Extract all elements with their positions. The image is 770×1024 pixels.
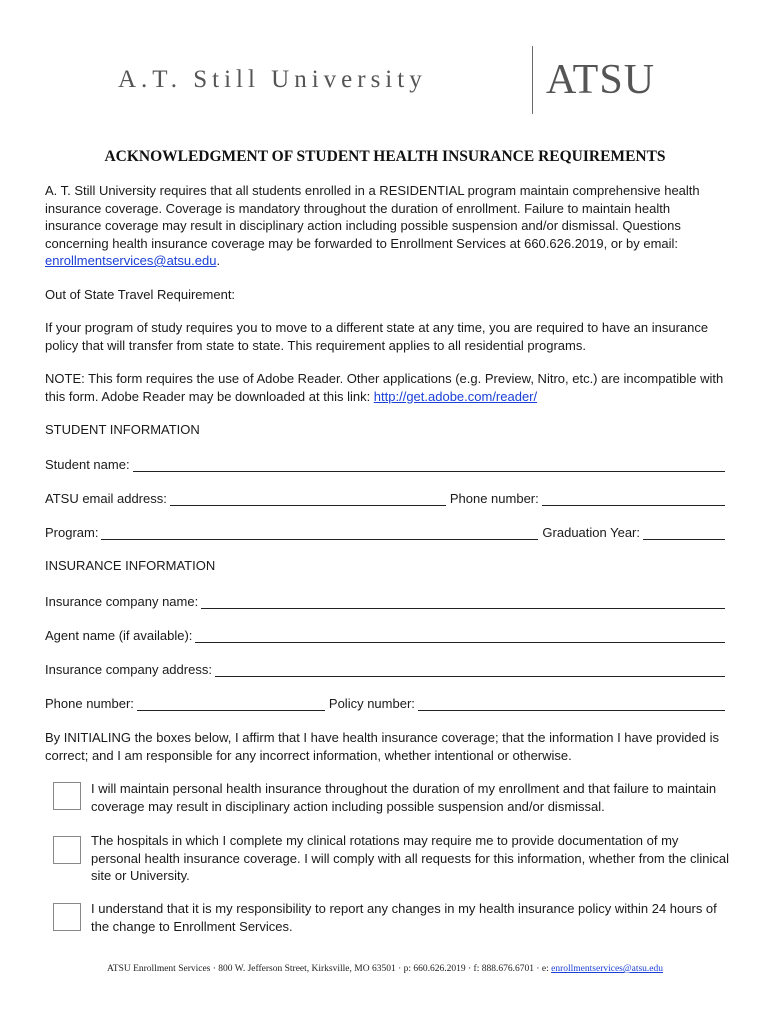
footer-email-link[interactable]: enrollmentservices@atsu.edu (551, 964, 664, 974)
form-title: ACKNOWLEDGMENT OF STUDENT HEALTH INSURANCE REQUIREMENTS (104, 148, 666, 165)
atsu-email-field[interactable] (170, 491, 446, 506)
insurance-address-label: Insurance company address: (45, 662, 212, 677)
adobe-reader-link[interactable]: http://get.adobe.com/reader/ (373, 388, 538, 404)
policy-number-field[interactable] (418, 696, 725, 711)
student-name-field[interactable] (133, 457, 725, 472)
student-phone-label: Phone number: (449, 491, 539, 506)
university-name: A.T. Still University (118, 66, 427, 93)
header-divider (532, 46, 533, 114)
insurance-address-field[interactable] (215, 662, 725, 677)
atsu-logo-text: ATSU (546, 57, 656, 103)
graduation-year-field[interactable] (643, 525, 725, 540)
insurance-company-label: Insurance company name: (45, 594, 199, 609)
intro-end: . (216, 253, 221, 268)
acknowledgment-text-1: I will maintain personal health insurance throughout the duration of my enrollment and that failure to maintain coverage may result in disciplinary action including possible suspension and/or dismissal. (91, 781, 717, 814)
note-paragraph (45, 370, 725, 405)
acknowledgment-text-2: The hospitals in which I complete my clinical rotations may require me to provide documentation of my personal health insurance coverage. I will comply with all requests for this information, whether from the clinical site or University. (91, 833, 730, 883)
program-row (45, 522, 725, 540)
agent-name-row (45, 625, 725, 643)
letterhead (0, 44, 770, 116)
insurance-address-row (45, 659, 725, 677)
insurance-phone-field[interactable] (137, 696, 325, 711)
note-text: NOTE: This form requires the use of Adobe Reader. Other applications (e.g. Preview, Nitro, etc.) are incompatible with this form. Adobe Reader may be downloaded at this link: (45, 371, 724, 404)
student-info-heading: STUDENT INFORMATION (45, 422, 200, 437)
enrollment-email-link[interactable]: enrollmentservices@atsu.edu (45, 253, 217, 268)
insurance-phone-policy-row (45, 693, 725, 711)
student-phone-field[interactable] (542, 491, 725, 506)
insurance-info-heading: INSURANCE INFORMATION (45, 558, 216, 573)
insurance-phone-label: Phone number: (45, 696, 134, 711)
graduation-year-label: Graduation Year: (542, 525, 640, 540)
travel-heading: Out of State Travel Requirement: (45, 287, 236, 302)
policy-number-label: Policy number: (328, 696, 415, 711)
initial-box-1[interactable] (53, 782, 81, 810)
intro-text: A. T. Still University requires that all students enrolled in a RESIDENTIAL program maintain comprehensive health insurance coverage. Coverage is mandatory throughout the duration of enrollment. Failure to maintain health insurance coverage may result in disciplinary action including possible suspension and/or dismissal. Questions concerning health insurance coverage may be forwarded to Enrollment Services at 660.626.2019, or by email: (45, 183, 700, 251)
footer-contact (0, 964, 770, 974)
student-name-label: Student name: (45, 457, 130, 472)
footer-text: ATSU Enrollment Services · 800 W. Jefferson Street, Kirksville, MO 63501 · p: 660.626.2019 · f: 888.676.6701 · e: (106, 964, 552, 974)
program-label: Program: (45, 525, 99, 540)
initial-box-2[interactable] (53, 836, 81, 864)
initial-box-3[interactable] (53, 903, 81, 931)
insurance-company-row (45, 591, 725, 609)
insurance-company-field[interactable] (201, 594, 725, 609)
agent-name-label: Agent name (if available): (45, 628, 193, 643)
program-field[interactable] (101, 525, 538, 540)
agent-name-field[interactable] (195, 628, 725, 643)
acknowledgment-text-3: I understand that it is my responsibility to report any changes in my health insurance policy within 24 hours of the change to Enrollment Services. (91, 901, 717, 934)
affirm-paragraph: By INITIALING the boxes below, I affirm that I have health insurance coverage; that the information I have provided is correct; and I am responsible for any incorrect information, whether intentional or otherwise. (45, 730, 719, 763)
email-phone-row (45, 488, 725, 506)
atsu-email-label: ATSU email address: (45, 491, 167, 506)
student-name-row (45, 454, 725, 472)
intro-paragraph (45, 182, 725, 270)
travel-paragraph: If your program of study requires you to move to a different state at any time, you are required to have an insurance policy that will transfer from state to state. This requirement applies to all residential programs. (45, 320, 709, 353)
